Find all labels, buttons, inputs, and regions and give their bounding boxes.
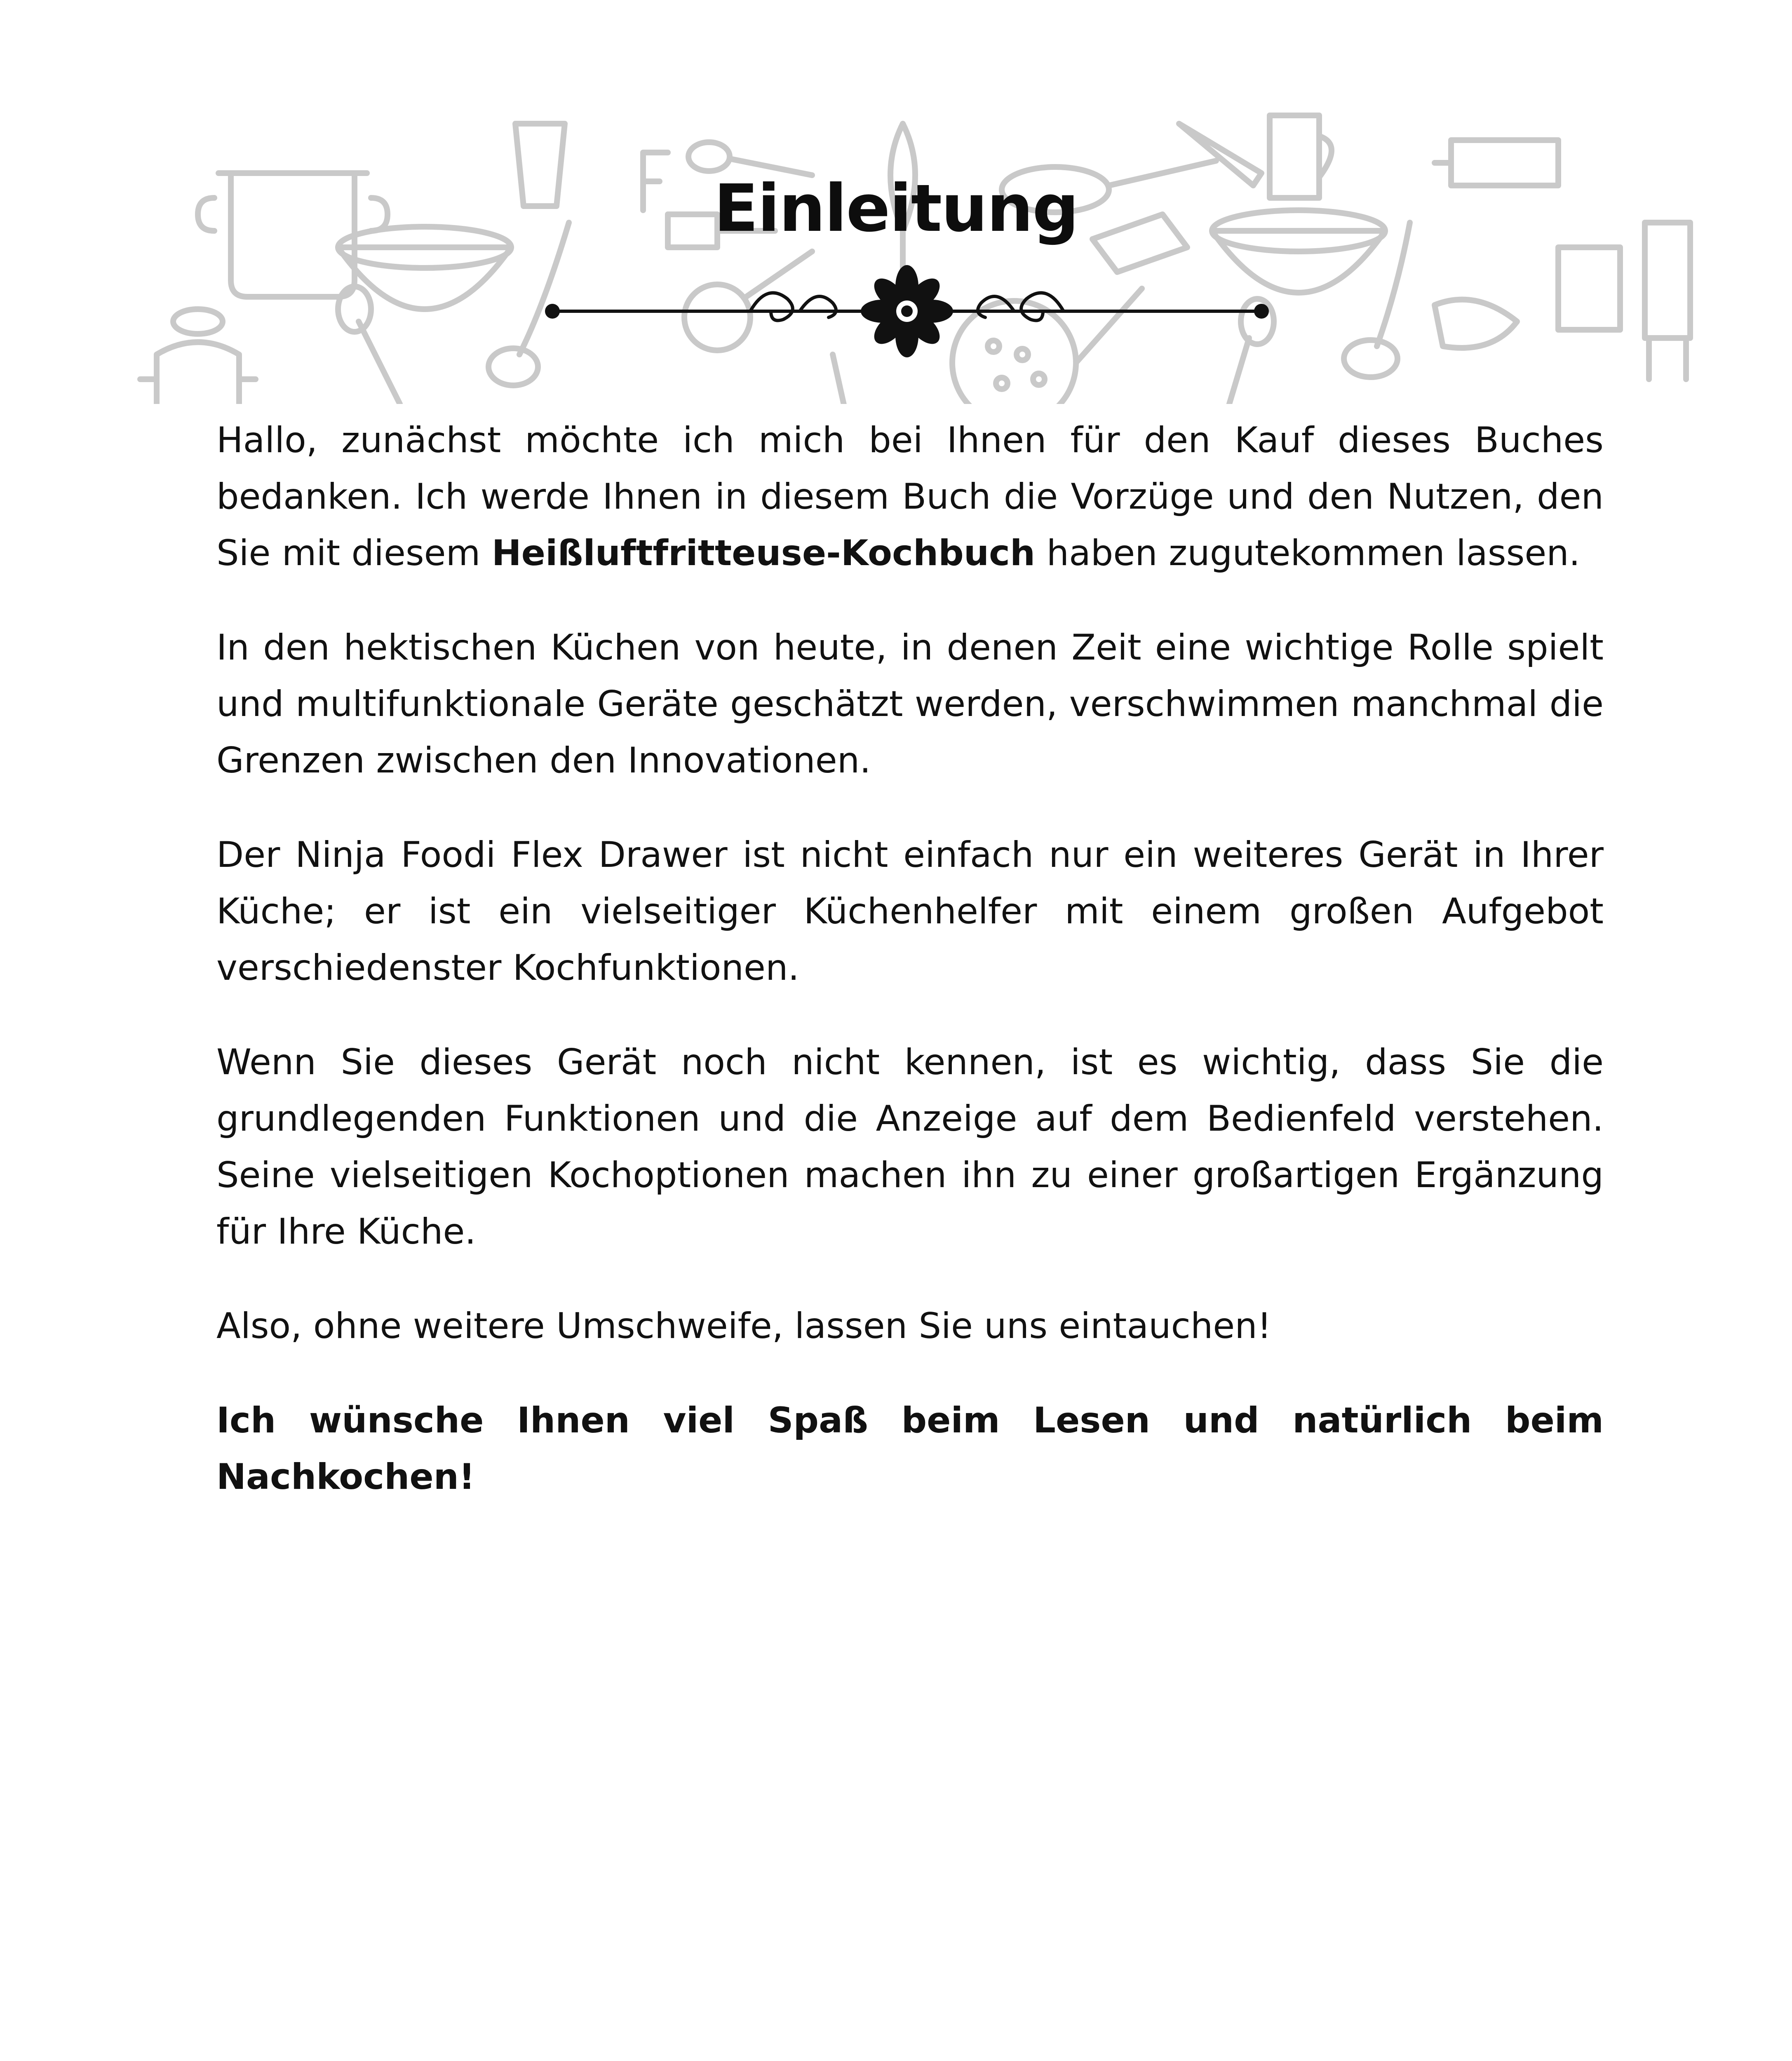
- book-title-emphasis: Heißluftfritteuse-Kochbuch: [491, 533, 1036, 574]
- closing-wish: Ich wünsche Ihnen viel Spaß beim Lesen und natürlich beim Nachkochen!: [216, 1400, 1604, 1498]
- paragraph-1: [216, 412, 1604, 582]
- paragraph-3: Der Ninja Foodi Flex Drawer ist nicht einfach nur ein weiteres Gerät in Ihrer Küche; er ist ein vielseitiger Küchenhelfer mit einem großen Aufgebot verschiedenster Kochfunktionen.: [216, 834, 1604, 988]
- introduction-body: [216, 412, 1604, 1543]
- flower-ornament-divider: [544, 264, 1270, 359]
- paragraph-1-text-start: Hallo, zunächst möchte ich mich bei Ihnen für den Kauf dieses Buches bedanken. Ich werde Ihnen in diesem Buch die Vorzüge und den Nutzen, den Sie mit diesem: [216, 420, 1604, 574]
- paragraph-5: Also, ohne weitere Umschweife, lassen Sie uns eintauchen!: [216, 1305, 1272, 1347]
- paragraph-6: [216, 1392, 1604, 1505]
- page-title: Einleitung: [714, 171, 1078, 246]
- paragraph-4: Wenn Sie dieses Gerät noch nicht kennen, ist es wichtig, dass Sie die grundlegenden Funktionen und die Anzeige auf dem Bedienfeld verstehen. Seine vielseitigen Kochoptionen machen ihn zu einer großartigen Ergänzung für Ihre Küche.: [216, 1042, 1604, 1252]
- paragraph-1-text-end: haben zugutekommen lassen.: [1035, 533, 1581, 574]
- paragraph-2: In den hektischen Küchen von heute, in denen Zeit eine wichtige Rolle spielt und multifunktionale Geräte geschätzt werden, verschwimmen manchmal die Grenzen zwischen den Innovationen.: [216, 627, 1604, 781]
